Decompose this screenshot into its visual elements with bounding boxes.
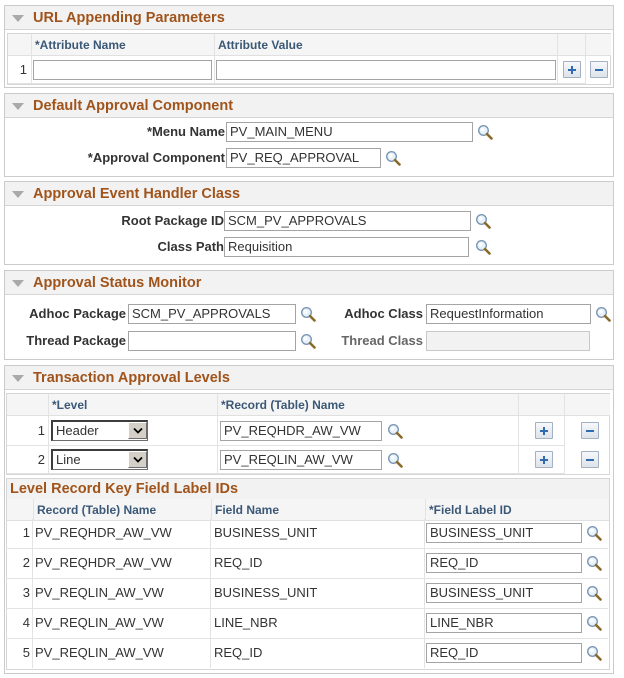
- root-package-id-label: Root Package ID: [121, 213, 224, 228]
- dropdown-button[interactable]: [128, 451, 147, 468]
- collapse-triangle-icon[interactable]: [12, 103, 24, 110]
- row-number: 2: [37, 452, 45, 467]
- url-params-grid: [7, 33, 611, 85]
- lookup-magnifier-icon[interactable]: [385, 150, 401, 166]
- level-select[interactable]: [51, 449, 148, 470]
- row-number: 3: [22, 585, 30, 600]
- minus-icon: [595, 69, 603, 71]
- field-name-text: REQ_ID: [214, 555, 263, 570]
- default-approval-component-section: [4, 93, 614, 177]
- class-path-label: Class Path: [157, 239, 224, 254]
- adhoc-class-label: Adhoc Class: [344, 306, 423, 321]
- section-title: Approval Event Handler Class: [33, 185, 241, 202]
- field-name-text: BUSINESS_UNIT: [214, 525, 318, 540]
- menu-name-input[interactable]: PV_MAIN_MENU: [226, 122, 473, 142]
- chevron-down-icon: [133, 456, 143, 464]
- level-select-value: Header: [56, 423, 99, 438]
- column-header-field-name: Field Name: [212, 499, 426, 521]
- record-name-text: PV_REQHDR_AW_VW: [35, 525, 172, 540]
- section-header[interactable]: [5, 182, 613, 206]
- delete-column-header: [565, 394, 610, 416]
- row-number-header: [7, 394, 49, 416]
- row-number: 5: [22, 645, 30, 660]
- record-name-input[interactable]: PV_REQLIN_AW_VW: [220, 450, 382, 470]
- chevron-down-icon: [133, 427, 143, 435]
- collapse-triangle-icon[interactable]: [12, 191, 24, 198]
- minus-icon: [586, 430, 594, 432]
- thread-class-label: Thread Class: [341, 333, 423, 348]
- field-label-id-input[interactable]: BUSINESS_UNIT: [426, 583, 582, 603]
- column-header-level: *Level: [49, 394, 218, 416]
- section-header[interactable]: [5, 6, 613, 30]
- record-name-text: PV_REQLIN_AW_VW: [35, 615, 164, 630]
- row-number-header: [8, 34, 32, 56]
- delete-row-button[interactable]: [581, 422, 599, 439]
- collapse-triangle-icon[interactable]: [12, 280, 24, 287]
- key-field-rows: [6, 519, 608, 669]
- column-header-attribute-name: *Attribute Name: [32, 34, 215, 56]
- lookup-magnifier-icon[interactable]: [387, 423, 403, 439]
- field-label-id-input[interactable]: BUSINESS_UNIT: [426, 523, 582, 543]
- record-name-text: PV_REQHDR_AW_VW: [35, 555, 172, 570]
- attribute-value-input[interactable]: [216, 60, 556, 80]
- lookup-magnifier-icon[interactable]: [477, 124, 493, 140]
- row-number: 2: [22, 555, 30, 570]
- column-header-field-label-id: *Field Label ID: [426, 499, 609, 521]
- approval-component-input[interactable]: PV_REQ_APPROVAL: [226, 148, 381, 168]
- field-name-text: LINE_NBR: [214, 615, 278, 630]
- approval-event-handler-section: [4, 181, 614, 265]
- section-title: Default Approval Component: [33, 97, 234, 114]
- level-select-value: Line: [56, 452, 81, 467]
- thread-package-input[interactable]: [128, 331, 296, 351]
- root-package-id-input[interactable]: SCM_PV_APPROVALS: [224, 211, 471, 231]
- lookup-magnifier-icon[interactable]: [586, 555, 602, 571]
- lookup-magnifier-icon[interactable]: [586, 615, 602, 631]
- level-select[interactable]: [51, 420, 148, 441]
- field-label-id-input[interactable]: REQ_ID: [426, 553, 582, 573]
- column-header-attribute-value: Attribute Value: [215, 34, 558, 56]
- minus-icon: [586, 459, 594, 461]
- lookup-magnifier-icon[interactable]: [300, 306, 316, 322]
- collapse-triangle-icon[interactable]: [12, 375, 24, 382]
- adhoc-package-label: Adhoc Package: [29, 306, 126, 321]
- row-number: 1: [19, 62, 27, 77]
- grid-title: Level Record Key Field Label IDs: [10, 481, 239, 497]
- lookup-magnifier-icon[interactable]: [387, 452, 403, 468]
- lookup-magnifier-icon[interactable]: [475, 239, 491, 255]
- url-appending-parameters-section: [4, 5, 614, 88]
- record-name-text: PV_REQLIN_AW_VW: [35, 585, 164, 600]
- row-number: 1: [37, 423, 45, 438]
- delete-column-header: [586, 34, 611, 56]
- menu-name-label: *Menu Name: [146, 124, 225, 139]
- add-row-button[interactable]: [535, 451, 553, 468]
- section-header[interactable]: [5, 271, 613, 295]
- row-number: 4: [22, 615, 30, 630]
- approval-component-label: *Approval Component: [87, 150, 225, 165]
- column-header-record-name: *Record (Table) Name: [218, 394, 519, 416]
- record-name-text: PV_REQLIN_AW_VW: [35, 645, 164, 660]
- field-label-id-input[interactable]: REQ_ID: [426, 643, 582, 663]
- lookup-magnifier-icon[interactable]: [586, 645, 602, 661]
- thread-package-label: Thread Package: [26, 333, 126, 348]
- column-header-record-name: Record (Table) Name: [34, 499, 212, 521]
- field-name-text: BUSINESS_UNIT: [214, 585, 318, 600]
- add-row-button[interactable]: [563, 61, 581, 78]
- approval-status-monitor-section: [4, 270, 614, 360]
- dropdown-button[interactable]: [128, 422, 147, 439]
- lookup-magnifier-icon[interactable]: [586, 585, 602, 601]
- field-label-id-input[interactable]: LINE_NBR: [426, 613, 582, 633]
- adhoc-class-input[interactable]: RequestInformation: [426, 304, 591, 324]
- lookup-magnifier-icon[interactable]: [586, 525, 602, 541]
- lookup-magnifier-icon[interactable]: [475, 213, 491, 229]
- class-path-input[interactable]: Requisition: [224, 237, 469, 257]
- delete-row-button[interactable]: [590, 61, 608, 78]
- section-title: Approval Status Monitor: [33, 274, 202, 291]
- collapse-triangle-icon[interactable]: [12, 15, 24, 22]
- record-name-input[interactable]: PV_REQHDR_AW_VW: [220, 421, 382, 441]
- add-column-header: [519, 394, 565, 416]
- row-number-header: [7, 499, 34, 521]
- add-row-button[interactable]: [535, 422, 553, 439]
- section-header[interactable]: [5, 366, 613, 390]
- approval-levels-grid: [6, 393, 610, 475]
- add-column-header: [558, 34, 586, 56]
- delete-row-button[interactable]: [581, 451, 599, 468]
- row-number: 1: [22, 525, 30, 540]
- section-header[interactable]: [5, 94, 613, 118]
- attribute-name-input[interactable]: [33, 60, 212, 80]
- adhoc-package-input[interactable]: SCM_PV_APPROVALS: [128, 304, 296, 324]
- field-name-text: REQ_ID: [214, 645, 263, 660]
- lookup-magnifier-icon[interactable]: [595, 306, 611, 322]
- section-title: Transaction Approval Levels: [33, 369, 230, 386]
- section-title: URL Appending Parameters: [33, 9, 225, 26]
- lookup-magnifier-icon[interactable]: [300, 333, 316, 349]
- thread-class-input: [426, 331, 590, 351]
